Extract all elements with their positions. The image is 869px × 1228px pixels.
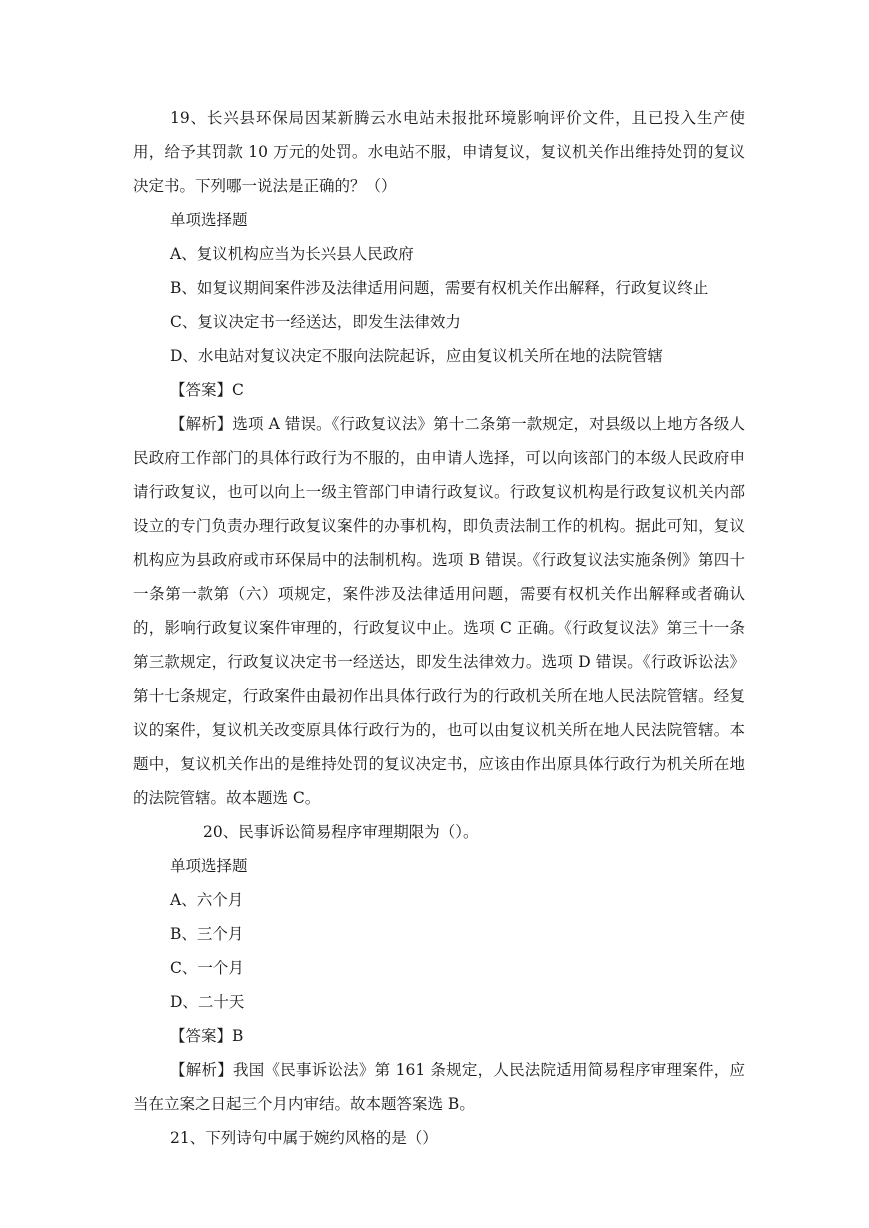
option-d: D、水电站对复议决定不服向法院起诉，应由复议机关所在地的法院管辖 <box>170 347 663 365</box>
option-b: B、如复议期间案件涉及法律适用问题，需要有权机关作出解释，行政复议终止 <box>170 279 709 297</box>
answer: 【答案】C <box>170 381 244 399</box>
question-stem: 20、民事诉讼简易程序审理期限为（）。 <box>203 823 479 841</box>
question-stem: 19、长兴县环保局因某新腾云水电站未报批环境影响评价文件，且已投入生产使用，给予其罚款 10 万元的处罚。水电站不服，申请复议，复议机关作出维持处罚的复议决定书。下列哪一说法是正确的？（） <box>133 109 745 195</box>
option-a: A、六个月 <box>170 891 244 909</box>
question-19 <box>133 101 745 815</box>
option-a: A、复议机构应当为长兴县人民政府 <box>170 245 414 263</box>
analysis: 【解析】选项 A 错误。《行政复议法》第十二条第一款规定，对县级以上地方各级人民政府工作部门的具体行政行为不服的，由申请人选择，可以向该部门的本级人民政府申请行政复议，也可以向上一级主管部门申请行政复议。行政复议机构是行政复议机关内部设立的专门负责办理行政复议案件的办事机构，即负责法制工作的机构。据此可知，复议机构应为县政府或市环保局中的法制机构。选项 B 错误。《行政复议法实施条例》第四十一条第一款第（六）项规定，案件涉及法律适用问题，需要有权机关作出解释或者确认的，影响行政复议案件审理的，行政复议中止。选项 C 正确。《行政复议法》第三十一条第三款规定，行政复议决定书一经送达，即发生法律效力。选项 D 错误。《行政诉讼法》第十七条规定，行政案件由最初作出具体行政行为的行政机关所在地人民法院管辖。经复议的案件，复议机关改变原具体行政行为的，也可以由复议机关所在地人民法院管辖。本题中，复议机关作出的是维持处罚的复议决定书，应该由作出原具体行政行为机关所在地的法院管辖。故本题选 C。 <box>133 415 745 807</box>
question-20 <box>133 815 745 1121</box>
option-b: B、三个月 <box>170 925 244 943</box>
question-type: 单项选择题 <box>170 857 248 875</box>
analysis: 【解析】我国《民事诉讼法》第 161 条规定，人民法院适用简易程序审理案件，应当在立案之日起三个月内审结。故本题答案选 B。 <box>133 1061 745 1113</box>
question-stem: 21、下列诗句中属于婉约风格的是（） <box>170 1129 438 1147</box>
answer: 【答案】B <box>170 1027 244 1045</box>
option-c: C、一个月 <box>170 959 244 977</box>
document-page <box>133 101 745 1155</box>
option-d: D、二十天 <box>170 993 245 1011</box>
option-c: C、复议决定书一经送达，即发生法律效力 <box>170 313 461 331</box>
question-type: 单项选择题 <box>170 211 248 229</box>
question-21 <box>133 1121 745 1155</box>
